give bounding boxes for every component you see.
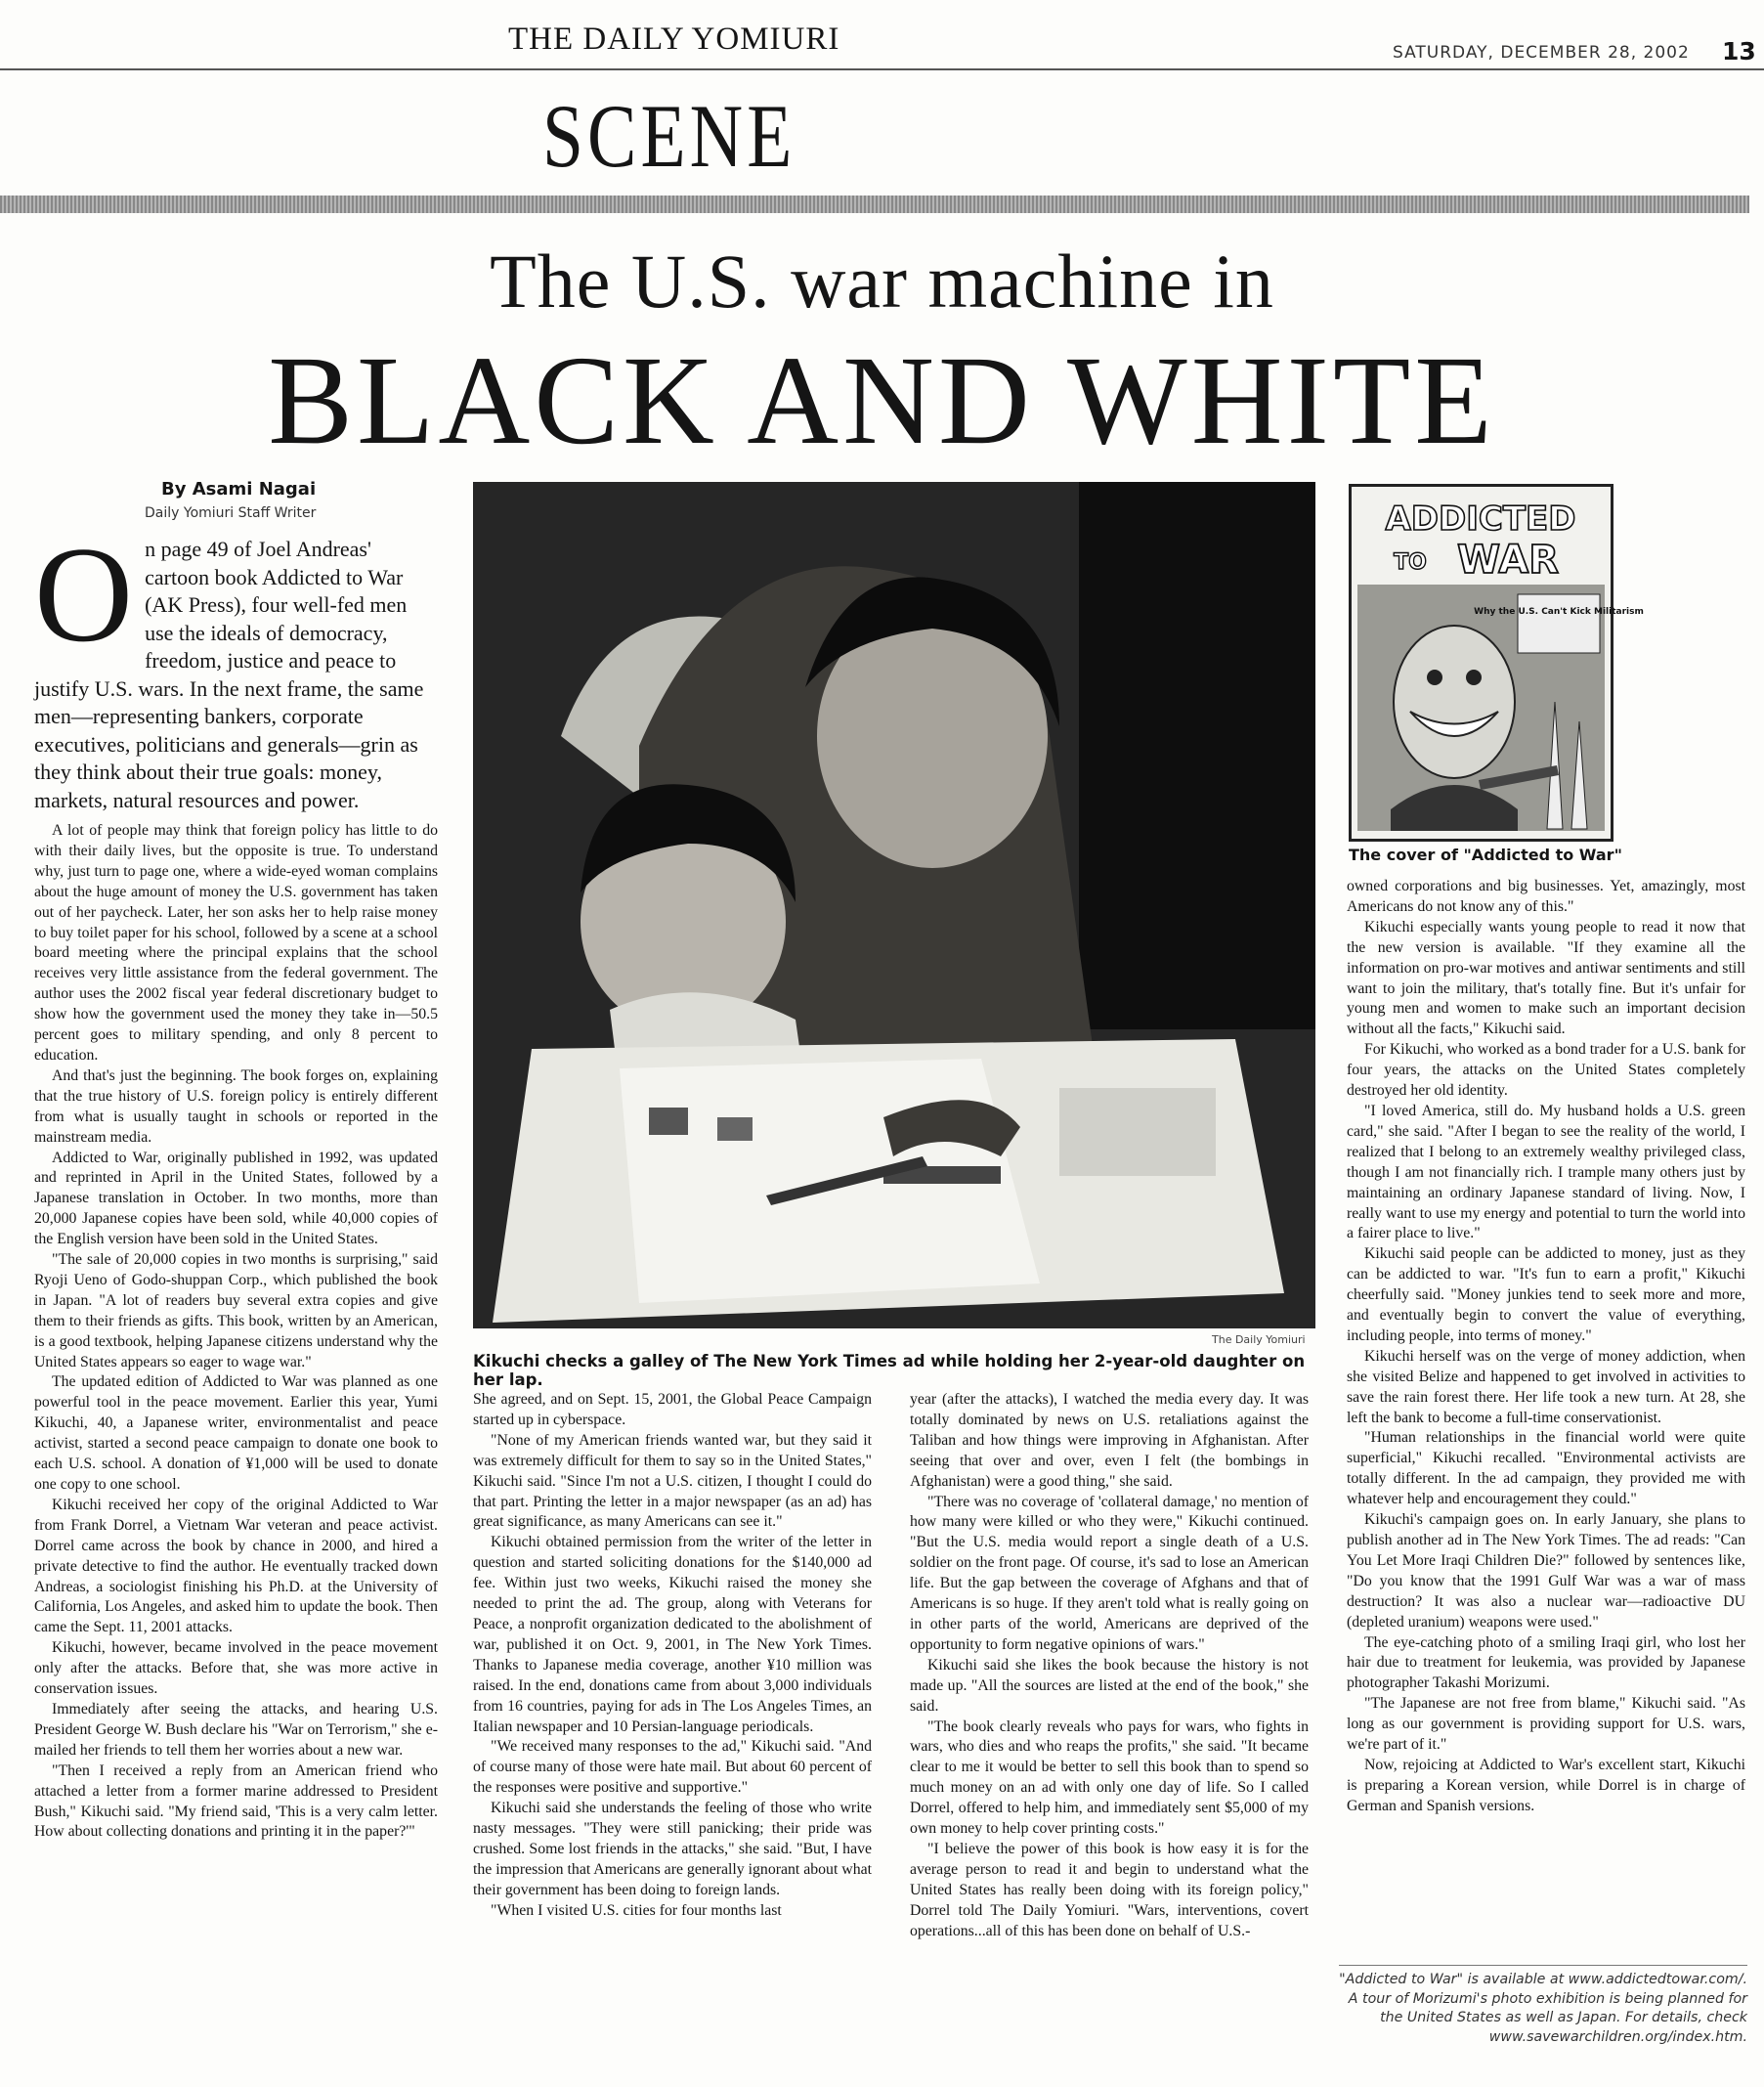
cover-title-2: TO: [1394, 550, 1427, 575]
paragraph: "None of my American friends wanted war, but they said it was extremely difficult for them to say so in the United States," Kikuchi said. "Since I'm not a U.S. citizen, I thought I could do that part. Printing the letter in a major newspaper (as an ad) has great significance, as many Americans can see it.": [473, 1431, 872, 1531]
paragraph: Now, rejoicing at Addicted to War's excellent start, Kikuchi is preparing a Korean version, while Dorrel is in charge of German and Spanish versions.: [1347, 1756, 1745, 1814]
info-note: "Addicted to War" is available at www.addictedtowar.com/. A tour of Morizumi's photo exhibition is being planned for the United States as well as Japan. For details, check www.savewarchildren.org/index.htm.: [1339, 1972, 1747, 2045]
paragraph: "I believe the power of this book is how easy it is for the average person to read it and begin to understand what the United States has really been doing with its foreign policy," Dorrel told The Daily Yomiuri. "Wars, interventions, covert operations...all of this has been done on behalf of U.S.-: [910, 1840, 1309, 1939]
paragraph: "The Japanese are not free from blame," Kikuchi said. "As long as our government is providing support for U.S. wars, we're part of it.": [1347, 1695, 1745, 1754]
paragraph: Immediately after seeing the attacks, and hearing U.S. President George W. Bush declare his "War on Terrorism," she e-mailed her friends to tell them her worries about a new war.: [34, 1700, 438, 1759]
paragraph: Kikuchi obtained permission from the writer of the letter in question and started soliciting donations for the $140,000 ad fee. Within just two weeks, Kikuchi raised the money she needed to print the ad. The group, along with Veterans for Peace, a nonprofit organization dedicated to the abolishment of war, published it on Oct. 9, 2001, in The New York Times. Thanks to Japanese media coverage, another ¥10 million was raised. In the end, donations came from about 3,000 individuals from 16 countries, paying for ads in The Los Angeles Times, an Italian newspaper and 10 Persian-language periodicals.: [473, 1534, 872, 1735]
article-column-1: [34, 821, 438, 1843]
photo-caption: Kikuchi checks a galley of The New York Times ad while holding her 2-year-old daughter on her lap.: [473, 1352, 1306, 1389]
drop-cap: O: [34, 519, 134, 671]
paragraph: "The sale of 20,000 copies in two months is surprising," said Ryoji Ueno of Godo-shuppan Corp., which published the book in Japan. "A lot of readers buy several extra copies and give them to their friends as gifts. This book, written by an American, is a good textbook, helping Japanese citizens understand why the United States appears so eager to wage war.": [34, 1251, 438, 1370]
paragraph: "There was no coverage of 'collateral damage,' no mention of how many were killed or who they were," Kikuchi continued. "But the U.S. media would report a single death of a U.S. soldier on the front page. Of course, it's sad to lose an American life. But the gap between the coverage of Afghans and that of Americans is so huge. If they aren't told what is really going on in other parts of the world, Americans are deprived of the opportunity to form negative opinions of wars.": [910, 1493, 1309, 1653]
cover-title-3: WAR: [1456, 538, 1560, 583]
masthead: THE DAILY YOMIURI: [508, 22, 840, 57]
photo-illustration: [473, 482, 1315, 1328]
section-band: [0, 196, 1749, 213]
paragraph: Kikuchi said people can be addicted to money, just as they can be addicted to war. "It's fun to earn a profit," Kikuchi cheerfully said. "Money junkies tend to seek more and more, and eventually begin to convert the value of everything, including people, into terms of money.": [1347, 1245, 1745, 1344]
headline-line2: BLACK AND WHITE: [268, 330, 1496, 471]
paragraph: Kikuchi especially wants young people to read it now that the new version is available. "If they examine all the information on pro-war motives and antiwar sentiments and still want to join the military, that's totally fine. But it's unfair for young men and women to make such an important decision without all the facts," Kikuchi said.: [1347, 918, 1745, 1038]
headline-line1: The U.S. war machine in: [490, 239, 1274, 324]
paragraph: "I loved America, still do. My husband holds a U.S. green card," she said. "After I began to see the reality of the world, I realized that I belong to an extremely wealthy privileged class, though I am not financially rich. I trample many others just by maintaining an ordinary Japanese standard of living. Now, I really want to use my energy and potential to turn the world into a fairer place to live.": [1347, 1102, 1745, 1242]
cover-caption: The cover of "Addicted to War": [1349, 846, 1622, 864]
paragraph: Kikuchi herself was on the verge of money addiction, when she visited Belize and happened to get involved in activities to save the rain forest there. Her life took a new turn. At 28, she left the bank to become a full-time conservationist.: [1347, 1347, 1745, 1426]
book-cover-image: [1349, 484, 1644, 842]
photo-credit: The Daily Yomiuri: [1212, 1333, 1306, 1346]
paragraph: "Human relationships in the financial world were quite superficial," Kikuchi recalled. "Environmental activists are totally different. In the ad campaign, they provided me with whatever help and encouragement they could.": [1347, 1429, 1745, 1508]
paragraph: She agreed, and on Sept. 15, 2001, the Global Peace Campaign started up in cyberspace.: [473, 1391, 872, 1428]
paragraph: owned corporations and big businesses. Yet, amazingly, most Americans do not know any of this.": [1347, 878, 1745, 915]
paragraph: And that's just the beginning. The book forges on, explaining that the true history of U.S. foreign policy is entirely different from what is usually taught in schools or reported in the mainstream media.: [34, 1066, 438, 1146]
paragraph: Kikuchi said she understands the feeling of those who write nasty messages. "They were still panicking; their pride was crushed. Some lost friends in the attacks," she said. "But, I have the impression that Americans are generally ignorant about what their government has been doing to foreign lands.: [473, 1800, 872, 1898]
paragraph: Addicted to War, originally published in 1992, was updated and reprinted in April in the United States, followed by a Japanese translation in October. In two months, more than 20,000 Japanese copies have been sold, while 40,000 copies of the English version have been sold in the United States.: [34, 1149, 438, 1248]
cover-title-1: ADDICTED: [1385, 500, 1576, 539]
byline-author: By Asami Nagai: [161, 479, 317, 500]
paragraph: "The book clearly reveals who pays for wars, who fights in wars, who dies and who reaps the profits," she said. "It became clear to me it would be better to sell this book than to spend so much money on an ad with only one day of life. So I called Dorrel, offered to help him, and immediately sent $5,000 of my own money to help cover printing costs.": [910, 1717, 1309, 1838]
paragraph: Kikuchi's campaign goes on. In early January, she plans to publish another ad in The New York Times. The ad reads: "Can You Let More Iraqi Children Die?" followed by sentences like, "Do you know that the 1991 Gulf War was a war of mass destruction? It was also a nuclear war—radioactive DU (depleted uranium) weapons were used.": [1347, 1511, 1745, 1630]
paragraph: "We received many responses to the ad," Kikuchi said. "And of course many of those were hate mail. But about 60 percent of the responses were positive and supportive.": [473, 1738, 872, 1797]
paragraph: "When I visited U.S. cities for four months last: [491, 1901, 782, 1919]
info-box-rule: [1339, 1965, 1747, 1966]
article-column-3: [910, 1390, 1309, 1941]
issue-date: SATURDAY, DECEMBER 28, 2002: [1393, 43, 1690, 63]
lead-text: n page 49 of Joel Andreas' cartoon book Addicted to War (AK Press), four well-fed men use the ideals of democracy, freedom, justice and peace to justify U.S. wars. In the next frame, the same men—representing bankers, corporate executives, politicians and generals—grin as they think about their true goals: money, markets, natural resources and power.: [34, 537, 424, 812]
paragraph: Kikuchi said she likes the book because the history is not made up. "All the sources are listed at the end of the book," she said.: [910, 1656, 1309, 1715]
paragraph: The eye-catching photo of a smiling Iraqi girl, who lost her hair due to treatment for leukemia, was provided by Japanese photographer Takashi Morizumi.: [1347, 1633, 1745, 1692]
main-photo: [473, 482, 1315, 1328]
article-column-2: [473, 1390, 872, 1922]
paragraph: "Then I received a reply from an American friend who attached a letter from a former marine addressed to President Bush," Kikuchi said. "My friend said, 'This is a very calm letter. How about collecting donations and printing it in the paper?'": [34, 1761, 438, 1841]
paragraph: For Kikuchi, who worked as a bond trader for a U.S. bank for four years, the attacks on the United States completely destroyed her old identity.: [1347, 1041, 1746, 1100]
paragraph: The updated edition of Addicted to War was planned as one powerful tool in the peace movement. Earlier this year, Yumi Kikuchi, 40, a Japanese writer, environmentalist and peace activist, started a second peace campaign to donate one book to each U.S. school. A donation of ¥1,000 will be used to donate one copy to one school.: [34, 1373, 438, 1493]
cover-subtitle: Why the U.S. Can't Kick Militarism: [1474, 607, 1644, 617]
byline-role: Daily Yomiuri Staff Writer: [145, 505, 317, 521]
section-title: SCENE: [542, 86, 796, 186]
masthead-rule: [0, 68, 1764, 70]
article-column-4: [1347, 877, 1745, 1817]
page-number: 13: [1722, 37, 1756, 65]
paragraph: year (after the attacks), I watched the media every day. It was totally dominated by news on U.S. retaliations against the Taliban and how things were improving in Afghanistan. After seeing that over and over, even I felt (the bombings in Afghanistan) were a good thing," she said.: [910, 1391, 1309, 1490]
paragraph: A lot of people may think that foreign policy has little to do with their daily lives, but the opposite is true. To understand why, just turn to page one, where a wide-eyed woman complains about the huge amount of money the U.S. government has taken out of her paycheck. Later, her son asks her to help raise money to buy toilet paper for his school, followed by a scene at a school board meeting where the principal explains that the school receives very little assistance from the federal government. The author uses the 2002 fiscal year federal discretionary budget to show how the government used the money they take in—50.5 percent goes to military spending, and only 8 percent to education.: [34, 822, 438, 1064]
paragraph: Kikuchi, however, became involved in the peace movement only after the attacks. Before that, she was more active in conservation issues.: [34, 1639, 438, 1698]
lead-paragraph: [34, 519, 438, 814]
paragraph: Kikuchi received her copy of the original Addicted to War from Frank Dorrel, a Vietnam War veteran and peace activist. Dorrel came across the book by chance in 2000, and hired a private detective to find the author. He eventually tracked down Andreas, a sociologist finishing his Ph.D. at the University of California, Los Angeles, and asked him to update the book. Then came the Sept. 11, 2001 attacks.: [34, 1496, 438, 1636]
book-cover-illustration: [1352, 487, 1644, 839]
